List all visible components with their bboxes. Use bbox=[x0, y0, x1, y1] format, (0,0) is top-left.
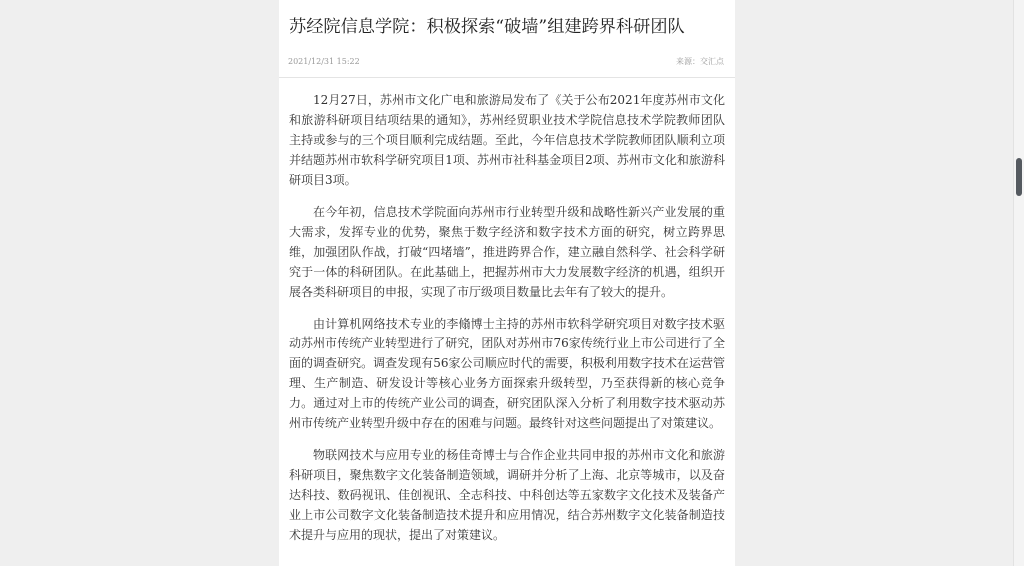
article-meta bbox=[288, 56, 724, 70]
paragraph-3: 由计算机网络技术专业的李翛博士主持的苏州市软科学研究项目对数字技术驱动苏州市传统产业转型进行了研究，团队对苏州市76家传统行业上市公司进行了全面的调查研究。调查发现有56家公司顺应时代的需要，积极利用数字技术在运营管理、生产制造、研发设计等核心业务方面探索升级转型，乃至获得新的核心竞争力。通过对上市的传统产业公司的调查，研究团队深入分析了利用数字技术驱动苏州市传统产业转型升级中存在的困难与问题。最终针对这些问题提出了对策建议。 bbox=[289, 316, 725, 431]
article-container bbox=[279, 0, 735, 566]
paragraph-2: 在今年初，信息技术学院面向苏州市行业转型升级和战略性新兴产业发展的重大需求，发挥专业的优势，聚焦于数字经济和数字技术方面的研究，树立跨界思维，加强团队作战，打破“四堵墙”，推进跨界合作，建立融自然科学、社会科学研究于一体的科研团队。在此基础上，把握苏州市大力发展数字经济的机遇，组织开展各类科研项目的申报，实现了市厅级项目数量比去年有了较大的提升。 bbox=[289, 204, 725, 299]
paragraph-4: 物联网技术与应用专业的杨佳奇博士与合作企业共同申报的苏州市文化和旅游科研项目，聚焦数字文化装备制造领域，调研并分析了上海、北京等城市，以及奋达科技、数码视讯、佳创视讯、全志科技、中科创达等五家数字文化技术及装备产业上市公司数字文化装备制造技术提升和应用情况，结合苏州数字文化装备制造技术提升与应用的现状，提出了对策建议。 bbox=[289, 448, 725, 543]
article-source: 来源：交汇点 bbox=[676, 57, 724, 66]
article-title: 苏经院信息学院：积极探索“破墙”组建跨界科研团队 bbox=[289, 17, 685, 37]
vertical-scrollbar[interactable] bbox=[1013, 0, 1024, 566]
scrollbar-thumb[interactable] bbox=[1016, 158, 1022, 196]
publish-date: 2021/12/31 15:22 bbox=[288, 57, 360, 66]
paragraph-1: 12月27日，苏州市文化广电和旅游局发布了《关于公布2021年度苏州市文化和旅游科研项目结项结果的通知》，苏州经贸职业技术学院信息技术学院教师团队主持或参与的三个项目顺利完成结题。至此，今年信息技术学院教师团队顺利立项并结题苏州市软科学研究项目1项、苏州市社科基金项目2项、苏州市文化和旅游科研项目3项。 bbox=[289, 93, 725, 187]
title-divider bbox=[279, 77, 735, 78]
article-body bbox=[289, 91, 725, 558]
